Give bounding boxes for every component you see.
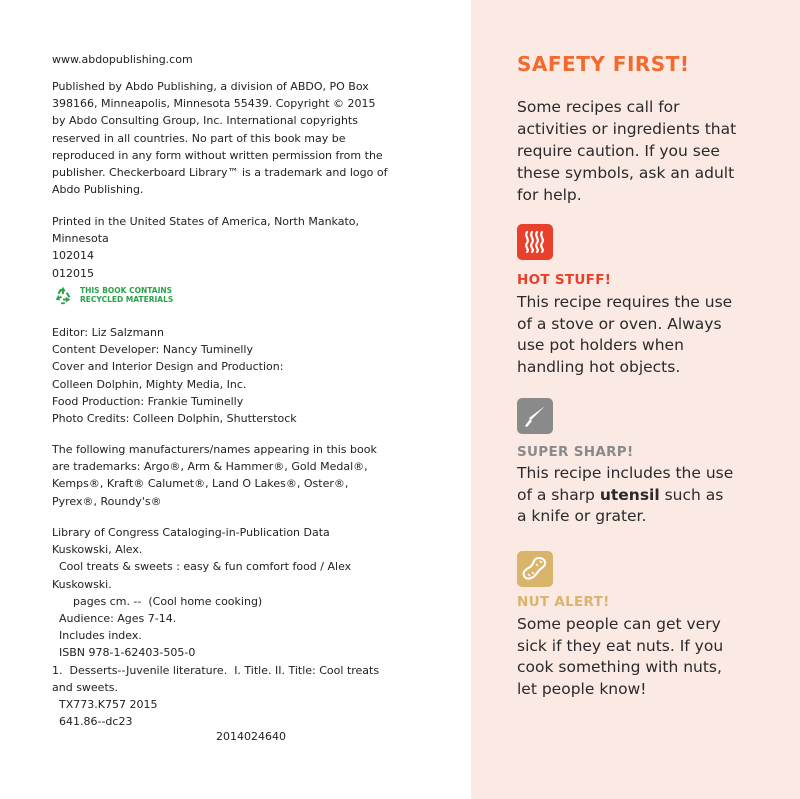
super-sharp-text: This recipe includes the use of a sharp (517, 464, 734, 504)
trademark-notice (52, 441, 402, 510)
recycle-icon (52, 284, 74, 306)
cip-line: Cool treats & sweets : easy & fun comfort food / Alex (52, 560, 352, 574)
publisher-line: Published by Abdo Publishing, a division of ABDO, PO Box (52, 80, 369, 93)
recycled-label-line: RECYCLED MATERIALS (80, 295, 174, 304)
hot-stuff-title: HOT STUFF! (517, 272, 612, 288)
credit-line: Food Production: Frankie Tuminelly (52, 394, 244, 408)
credit-line: Editor: Liz Salzmann (52, 326, 164, 339)
super-sharp-text-end: such as a knife or grater. (517, 485, 724, 525)
trademark-line: are trademarks: Argo®, Arm & Hammer®, Gold Medal®, (52, 460, 368, 474)
printing-line: Printed in the United States of America, North Mankato, (52, 215, 359, 228)
cip-line: Kuskowski, Alex. (52, 543, 143, 557)
cip-line: 641.86--dc23 (52, 715, 133, 729)
trademark-line: Pyrex®, Roundy's® (52, 494, 162, 508)
cip-line: TX773.K757 2015 (52, 698, 158, 712)
cip-line: and sweets. (52, 680, 118, 694)
cip-line: Audience: Ages 7-14. (52, 612, 177, 626)
publisher-line: by Abdo Consulting Group, Inc. International copyrights (52, 114, 358, 128)
publisher-line: publisher. Checkerboard Library™ is a trademark and logo of (52, 166, 388, 180)
printing-line: Minnesota (52, 232, 109, 246)
peanut-icon (517, 551, 553, 587)
nut-alert-title: NUT ALERT! (517, 594, 610, 610)
cataloging-data (52, 524, 422, 730)
cip-line: 1. Desserts--Juvenile literature. I. Title. II. Title: Cool treats (52, 663, 380, 677)
recycled-label-line: THIS BOOK CONTAINS (80, 286, 173, 295)
hot-stuff-body: This recipe requires the use of a stove or oven. Always use pot holders when handling hot objects. (517, 293, 733, 376)
credit-line: Content Developer: Nancy Tuminelly (52, 343, 253, 357)
cip-line: ISBN 978-1-62403-505-0 (52, 646, 196, 660)
printing-info (52, 213, 412, 282)
heat-waves-icon (517, 224, 553, 260)
publisher-url: www.abdopublishing.com (52, 53, 193, 66)
credit-line: Cover and Interior Design and Production: (52, 360, 284, 374)
cip-line: Kuskowski. (52, 577, 112, 591)
super-sharp-body (517, 463, 737, 528)
cip-line: pages cm. -- (Cool home cooking) (52, 594, 263, 608)
credits (52, 324, 432, 427)
super-sharp-title: SUPER SHARP! (517, 444, 634, 460)
trademark-line: Kemps®, Kraft® Calumet®, Land O Lakes®, Oster®, (52, 477, 349, 491)
recycled-materials-badge (52, 284, 173, 306)
knife-icon (517, 398, 553, 434)
cip-line: Includes index. (52, 629, 142, 643)
publisher-line: reproduced in any form without written permission from the (52, 148, 383, 162)
trademark-line: The following manufacturers/names appearing in this book (52, 443, 377, 456)
credit-line: Colleen Dolphin, Mighty Media, Inc. (52, 377, 247, 391)
printing-line: 012015 (52, 266, 94, 280)
recycled-label (80, 286, 173, 304)
safety-intro: Some recipes call for activities or ingredients that require caution. If you see these symbols, ask an adult for help. (517, 98, 737, 204)
printing-line: 102014 (52, 249, 94, 263)
cip-line: Library of Congress Cataloging-in-Publication Data (52, 526, 330, 539)
publisher-statement (52, 78, 412, 198)
nut-alert-body: Some people can get very sick if they eat nuts. If you cook something with nuts, let people know! (517, 615, 724, 698)
publisher-line: Abdo Publishing. (52, 183, 144, 197)
publisher-line: 398166, Minneapolis, Minnesota 55439. Copyright © 2015 (52, 97, 376, 111)
cip-number: 2014024640 (216, 730, 286, 743)
credit-line: Photo Credits: Colleen Dolphin, Shutterstock (52, 412, 297, 426)
publisher-line: reserved in all countries. No part of this book may be (52, 131, 346, 145)
safety-title: SAFETY FIRST! (517, 52, 690, 76)
utensil-term: utensil (599, 485, 660, 504)
